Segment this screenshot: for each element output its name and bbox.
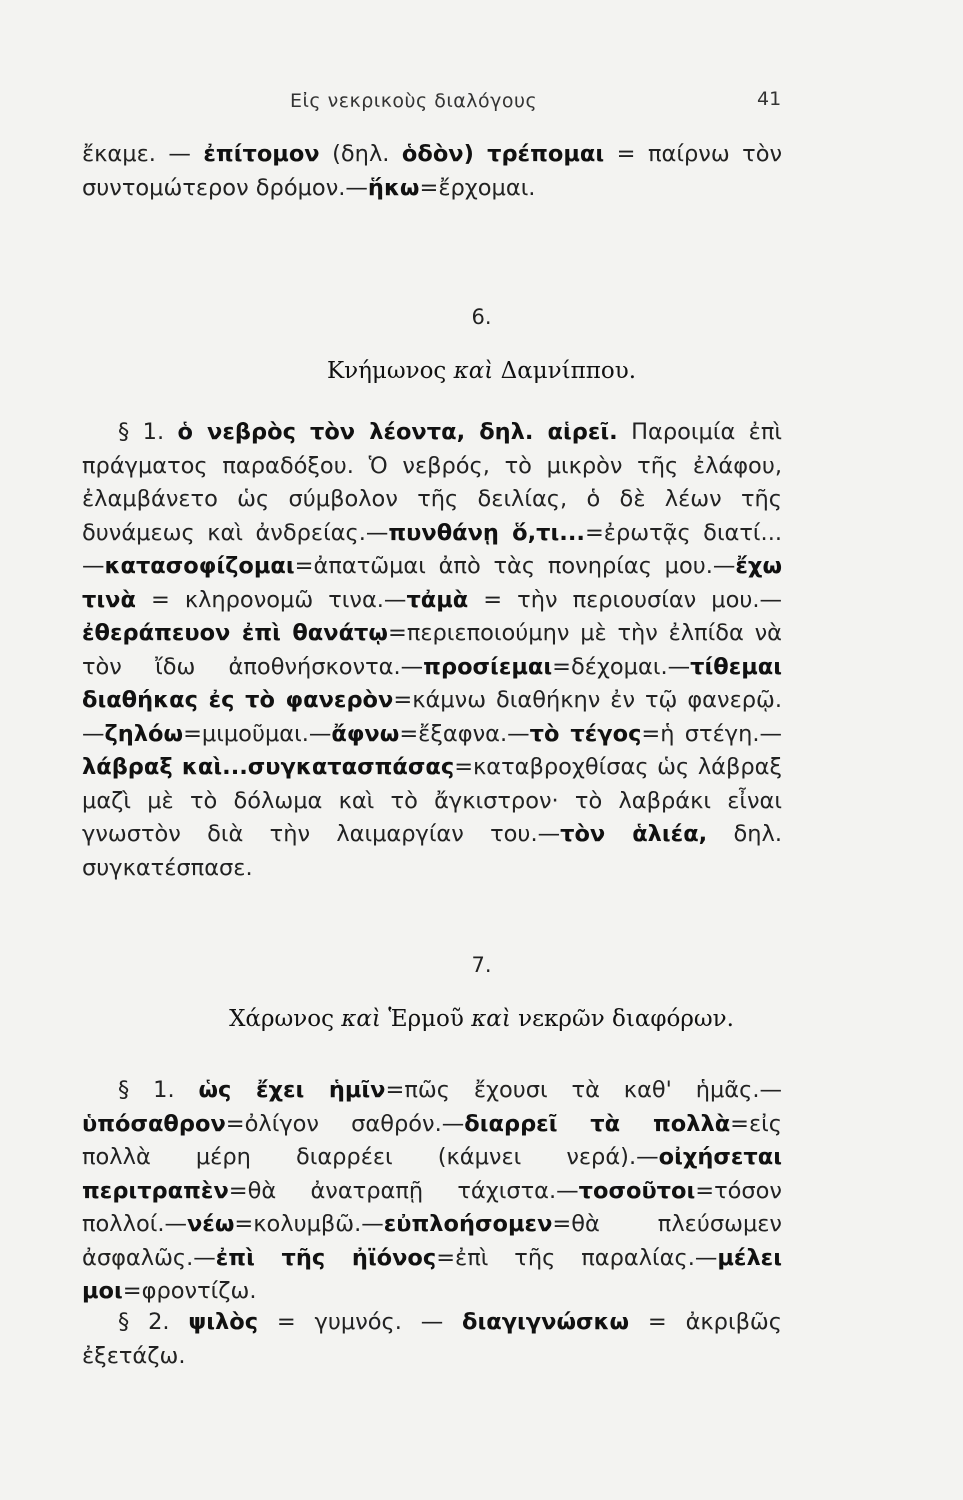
glossed-term: διαρρεῖ τὰ πολλὰ — [464, 1110, 731, 1137]
glossed-term: ἐπίτομον — [203, 141, 320, 167]
title-conjunction: καὶ — [453, 358, 494, 384]
glossed-term: ζηλόω — [104, 720, 184, 747]
glossed-term: κατασοφίζομαι — [104, 553, 295, 579]
glossed-term: τοσοῦτοι — [578, 1177, 696, 1204]
glossed-term: εὐπλοήσομεν — [383, 1211, 553, 1237]
section-title-6 — [0, 358, 963, 384]
glossed-term: τὸν ἁλιέα, — [560, 821, 708, 847]
glossed-term: λάβραξ καὶ...συγκατασπάσας — [82, 754, 455, 780]
glossed-term: ἄφνω — [331, 720, 400, 747]
section-number-7: 7. — [471, 953, 492, 977]
glossed-term: προσίεμαι — [423, 653, 553, 680]
glossed-term: ἐπὶ τῆς ἠϊόνος — [215, 1244, 437, 1271]
running-title: Εἰς νεκρικοὺς διαλόγους — [290, 90, 538, 112]
section7-paragraph-1: § 1. ὡς ἔχει ἡμῖν=πῶς ἔχουσι τὰ καθ' ἡμᾶς.—ὑπόσαθρον=ὀλίγον σαθρόν.—διαρρεῖ τὰ πολλὰ=εἰς πολλὰ μέρη διαρρέει (κάμνει νερά).—οἰχήσεται περιτραπὲν=θὰ ἀνατραπῇ τάχιστα.—τοσοῦτοι=τόσον πολλοί.—νέω=κολυμβῶ.—εὐπλοήσομεν=θὰ πλεύσωμεν ἀσφαλῶς.—ἐπὶ τῆς ἠϊόνος=ἐπὶ τῆς παραλίας.—μέλει μοι=φροντίζω. — [82, 1077, 783, 1304]
glossed-term: ὡς ἔχει ἡμῖν — [198, 1077, 386, 1103]
glossed-term: πυνθάνῃ ὅ,τι... — [388, 519, 585, 546]
glossed-term: ψιλὸς — [188, 1309, 259, 1335]
glossed-term: τίθεμαι διαθήκας ἐς τὸ φανερὸν — [82, 653, 782, 713]
glossed-term: ἔχω τινὰ — [82, 553, 782, 613]
glossed-term: ἐθεράπευον ἐπὶ θανάτῳ — [82, 620, 388, 646]
glossed-term: ὁ νεβρὸς τὸν λέοντα, δηλ. αἱρεῖ. — [177, 419, 618, 445]
glossed-term: οἰχήσεται περιτραπὲν — [82, 1144, 782, 1204]
glossed-term: τἀμὰ — [406, 586, 469, 613]
carryover-paragraph: ἔκαμε. — ἐπίτομον (δηλ. ὁδὸν) τρέπομαι = παίρνω τὸν συντομώτερον δρόμον.—ἥκω=ἔρχομαι. — [82, 141, 783, 201]
glossed-term: νέω — [186, 1211, 235, 1237]
glossed-term: διαγιγνώσκω — [462, 1309, 630, 1335]
section-number-6: 6. — [471, 305, 492, 329]
title-name-3: νεκρῶν διαφόρων. — [518, 1006, 734, 1032]
glossed-term: ὑπόσαθρον — [82, 1110, 226, 1137]
glossed-term: τὸ τέγος — [529, 720, 642, 747]
glossed-term: μέλει μοι — [82, 1244, 782, 1304]
glossed-term: ἥκω — [367, 174, 420, 201]
glossed-term: ὁδὸν) τρέπομαι — [401, 141, 605, 167]
section6-paragraph: § 1. ὁ νεβρὸς τὸν λέοντα, δηλ. αἱρεῖ. Παροιμία ἐπὶ πράγματος παραδόξου. Ὁ νεβρός, τὸ μικρὸν τῆς ἐλάφου, ἐλαμβάνετο ὡς σύμβολον τῆς δειλίας, ὁ δὲ λέων τῆς δυνάμεως καὶ ἀνδρείας.—πυνθάνῃ ὅ,τι...=ἐρωτᾷς διατί...—κατασοφίζομαι=ἀπατῶμαι ἀπὸ τὰς πονηρίας μου.—ἔχω τινὰ = κληρονομῶ τινα.—τἀμὰ = τὴν περιουσίαν μου.—ἐθεράπευον ἐπὶ θανάτῳ=περιεποιούμην μὲ τὴν ἐλπίδα νὰ τὸν ἴδω ἀποθνήσκοντα.—προσίεμαι=δέχομαι.—τίθεμαι διαθήκας ἐς τὸ φανερὸν=κάμνω διαθήκην ἐν τῷ φανερῷ.—ζηλόω=μιμοῦμαι.—ἄφνω=ἔξαφνα.—τὸ τέγος=ἡ στέγη.—λάβραξ καὶ...συγκατασπάσας=καταβροχθίσας ὡς λάβραξ μαζὶ μὲ τὸ δόλωμα καὶ τὸ ἄγκιστρον· τὸ λαβράκι εἶναι γνωστὸν διὰ τὴν λαιμαργίαν του.—τὸν ἁλιέα, δηλ. συγκατέσπασε. — [82, 419, 783, 881]
page-number: 41 — [757, 88, 782, 110]
title-name-1: Κνήμωνος — [326, 358, 447, 384]
title-name-2: Δαμνίππου. — [500, 358, 637, 384]
title-name-2: Ἑρμοῦ — [388, 1006, 464, 1032]
title-conjunction: καὶ — [471, 1006, 511, 1032]
title-conjunction: καὶ — [341, 1006, 381, 1032]
section-title-7 — [0, 1006, 963, 1032]
section7-paragraph-2: § 2. ψιλὸς = γυμνός. — διαγιγνώσκω = ἀκριβῶς ἐξετάζω. — [82, 1309, 782, 1369]
title-name-1: Χάρωνος — [229, 1006, 334, 1032]
